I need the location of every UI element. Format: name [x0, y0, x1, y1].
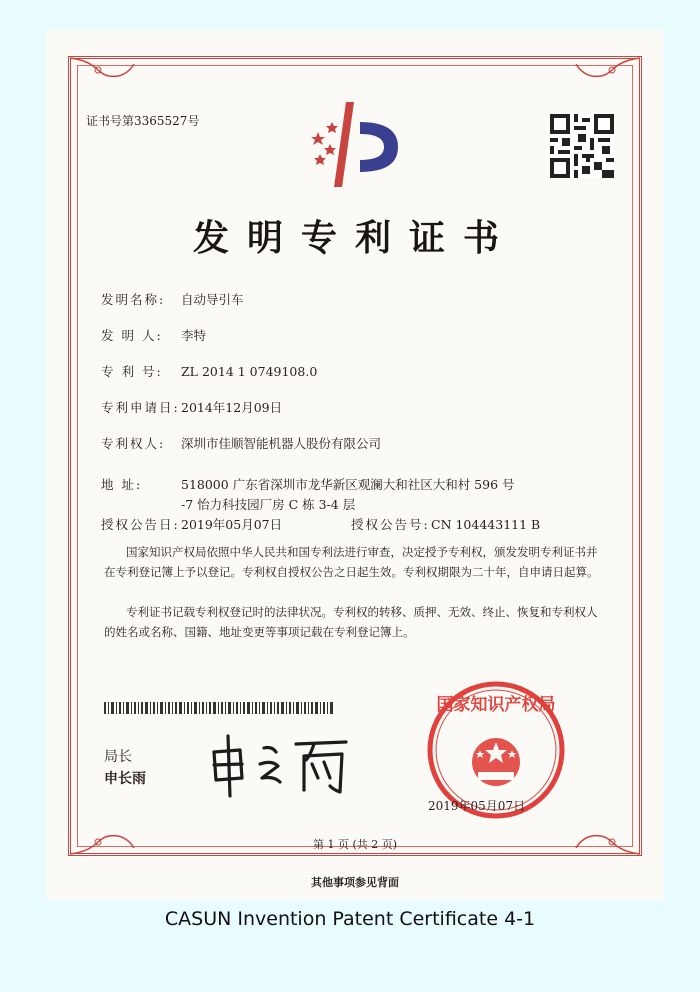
field-patent-number: 专 利 号: ZL 2014 1 0749108.0 [101, 364, 318, 379]
page-indicator: 第 1 页 (共 2 页) [312, 838, 398, 851]
patent-office-logo-icon [308, 102, 408, 192]
certificate-number: 证书号第3365527号 [86, 114, 200, 128]
qr-code-icon [550, 114, 614, 178]
footer-note: 其他事项参见背面 [311, 876, 399, 889]
field-address: 地 址: 518000 广东省深圳市龙华新区观澜大和社区大和村 596 号 [101, 477, 515, 492]
director-name: 申长雨 [104, 771, 146, 787]
director-title: 局长 [104, 749, 132, 765]
statement-paragraph-1: 国家知识产权局依照中华人民共和国专利法进行审查，决定授予专利权，颁发发明专利证书并在专利登记簿上予以登记。专利权自授权公告之日起生效。专利权期限为二十年，自申请日起算。 [104, 545, 599, 579]
field-invention-name: 发明名称: 自动导引车 [101, 292, 244, 307]
image-caption: CASUN Invention Patent Certificate 4-1 [164, 908, 536, 930]
field-address-line2: -7 怡力科技园厂房 C 栋 3-4 层 [181, 497, 356, 512]
field-grant-number: 授权公告号:CN 104443111 B [351, 517, 541, 532]
ornament-corner-icon [572, 56, 642, 86]
director-signature [206, 730, 356, 800]
seal-date: 2019年05月07日 [428, 799, 526, 813]
certificate-page [46, 30, 664, 900]
field-application-date: 专利申请日:2014年12月09日 [101, 400, 283, 415]
barcode-icon [104, 702, 334, 714]
svg-text:国家知识产权局: 国家知识产权局 [436, 695, 556, 715]
field-grant-date: 授权公告日:2019年05月07日 [101, 517, 283, 532]
statement-paragraph-2: 专利证书记载专利权登记时的法律状况。专利权的转移、质押、无效、终止、恢复和专利权人的姓名或名称、国籍、地址变更等事项记载在专利登记簿上。 [104, 605, 598, 639]
field-inventor: 发 明 人: 李特 [101, 328, 207, 343]
page-title: 发明专利证书 [192, 217, 517, 259]
field-patentee: 专利权人: 深圳市佳顺智能机器人股份有限公司 [101, 436, 382, 451]
ornament-corner-icon [68, 56, 138, 86]
